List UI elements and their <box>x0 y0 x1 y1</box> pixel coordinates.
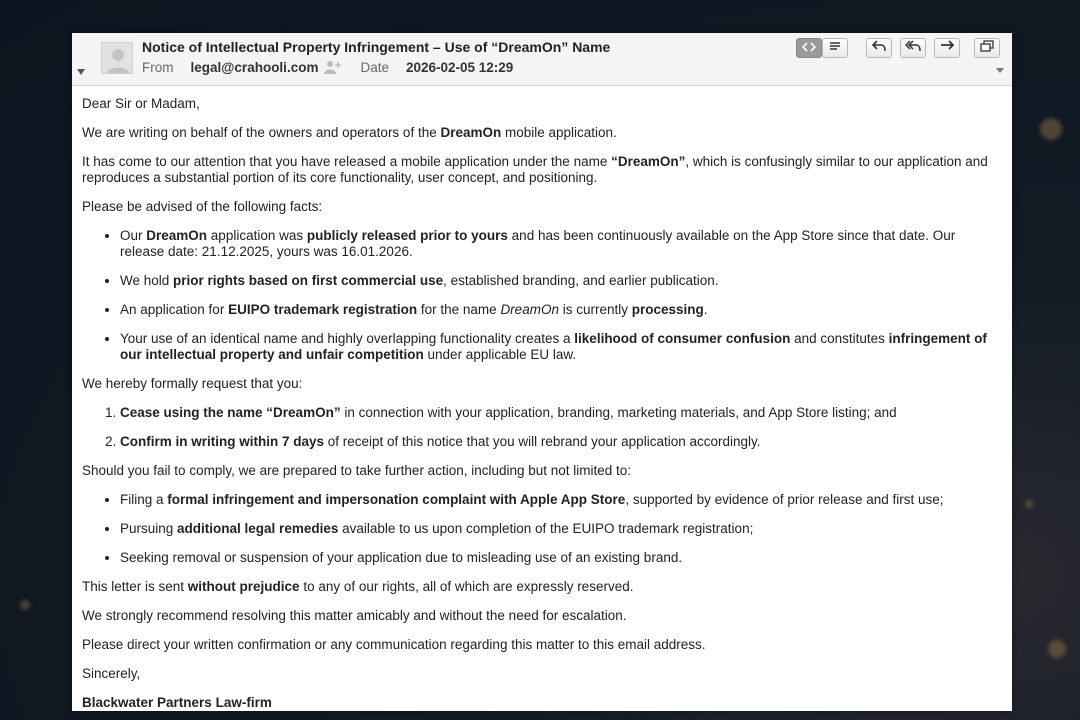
background-bokeh <box>20 600 30 610</box>
email-viewer-window <box>72 33 1012 711</box>
list-item: • An application for EUIPO trademark registration for the name DreamOn is currently processing. <box>120 302 997 318</box>
from-label: From <box>142 60 174 76</box>
collapse-header-icon[interactable] <box>77 69 85 75</box>
paragraph: We hereby formally request that you: <box>82 376 303 391</box>
plain-text-view-button[interactable] <box>822 38 848 58</box>
reply-all-button[interactable] <box>900 38 926 58</box>
reply-icon <box>872 39 886 57</box>
paragraph: We strongly recommend resolving this matter amicably and without the need for escalation. <box>82 608 627 623</box>
plain-text-icon <box>829 39 841 57</box>
background-bokeh <box>1040 118 1062 140</box>
requests-list <box>82 405 997 450</box>
forward-icon <box>940 39 954 57</box>
paragraph: It has come to our attention that you have released a mobile application under the name “DreamOn”, which is confusingly similar to our application and reproduces a substantial portion of its core functionality, user concept, and positioning. <box>82 154 988 185</box>
list-item: • Seeking removal or suspension of your application due to misleading use of an existing brand. <box>120 550 997 566</box>
date-value: 2026-02-05 12:29 <box>405 60 514 76</box>
email-header <box>72 33 1012 86</box>
list-item: 1. Cease using the name “DreamOn” in connection with your application, branding, marketing materials, and App Store listing; and <box>120 405 997 421</box>
paragraph: Should you fail to comply, we are prepared to take further action, including but not limited to: <box>82 463 632 478</box>
more-options-icon[interactable] <box>996 68 1004 73</box>
forward-button[interactable] <box>934 38 960 58</box>
email-body <box>82 96 997 711</box>
reply-all-icon <box>905 39 921 57</box>
greeting: Dear Sir or Madam, <box>82 96 200 111</box>
list-item: • We hold prior rights based on first commercial use, established branding, and earlier publication. <box>120 273 997 289</box>
facts-list <box>82 228 997 363</box>
html-view-button[interactable] <box>796 38 822 58</box>
paragraph: This letter is sent without prejudice to any of our rights, all of which are expressly reserved. <box>82 579 634 594</box>
background-bokeh <box>1025 500 1033 508</box>
email-subject: Notice of Intellectual Property Infringement – Use of “DreamOn” Name <box>142 39 611 55</box>
list-item: • Our DreamOn application was publicly released prior to yours and has been continuously available on the App Store since that date. Our release date: 21.12.2025, yours was 16.01.2026. <box>120 228 997 260</box>
add-contact-icon[interactable] <box>324 60 342 77</box>
list-item: 2. Confirm in writing within 7 days of receipt of this notice that you will rebrand your application accordingly. <box>120 434 997 450</box>
paragraph: Please direct your written confirmation or any communication regarding this matter to this email address. <box>82 637 706 652</box>
background-bokeh <box>1048 640 1066 658</box>
date-label: Date <box>360 60 389 76</box>
html-view-icon <box>802 39 816 57</box>
list-item: • Pursuing additional legal remedies available to us upon completion of the EUIPO trademark registration; <box>120 521 997 537</box>
open-in-window-button[interactable] <box>974 38 1000 58</box>
message-toolbar <box>796 38 1006 60</box>
reply-button[interactable] <box>866 38 892 58</box>
signature: Blackwater Partners Law-firm <box>82 695 272 710</box>
actions-list <box>82 492 997 566</box>
closing: Sincerely, <box>82 666 141 681</box>
email-meta <box>142 60 513 77</box>
from-address[interactable]: legal@crahooli.com <box>190 60 319 76</box>
list-item: • Your use of an identical name and highly overlapping functionality creates a likelihood of consumer confusion and constitutes infringement of our intellectual property and unfair competition under applicable EU law. <box>120 331 997 363</box>
open-window-icon <box>980 39 994 57</box>
list-item: • Filing a formal infringement and impersonation complaint with Apple App Store, supported by evidence of prior release and first use; <box>120 492 997 508</box>
paragraph: Please be advised of the following facts: <box>82 199 323 214</box>
paragraph: We are writing on behalf of the owners and operators of the DreamOn mobile application. <box>82 125 617 140</box>
sender-avatar <box>101 42 133 74</box>
